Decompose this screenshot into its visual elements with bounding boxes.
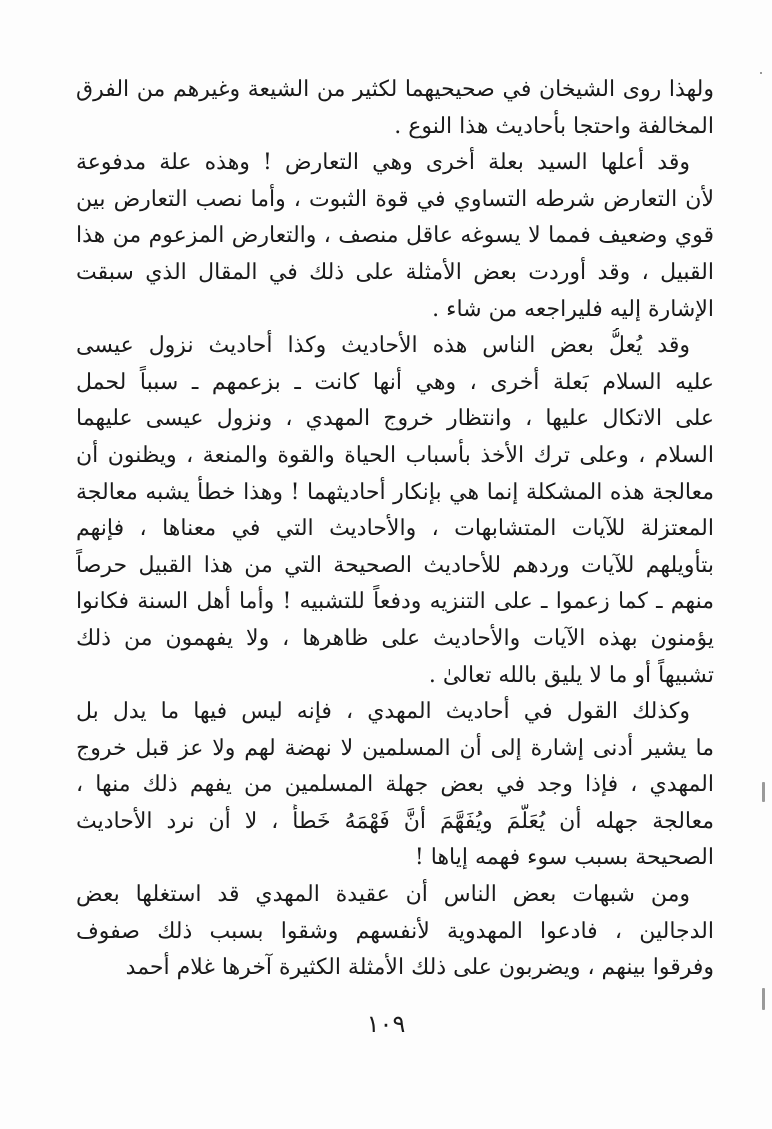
text-line: القبيل ، وقد أوردت بعض الأمثلة على ذلك في المقال الذي سبقت xyxy=(76,259,714,285)
text-line: الصحيحة بسبب سوء فهمه إياها ! xyxy=(414,845,714,871)
text-line: يؤمنون بهذه الآيات والأحاديث على ظاهرها ، ولا يفهمون من ذلك xyxy=(76,625,714,651)
scan-edge-mark xyxy=(762,988,765,1010)
text-line: وقد يُعلُّ بعض الناس هذه الأحاديث وكذا أحاديث نزول عيسى xyxy=(76,333,690,359)
paragraph xyxy=(76,72,714,145)
text-line: عليه السلام بَعلة أخرى ، وهي أنها كانت ـ بزعمهم ـ سبباً لحمل xyxy=(76,369,714,395)
text-line: وقد أعلها السيد بعلة أخرى وهي التعارض ! وهذه علة مدفوعة xyxy=(76,150,690,176)
page-number: ١٠٩ xyxy=(366,1010,406,1038)
text-line: الإشارة إليه فليراجعه من شاء . xyxy=(432,296,714,322)
paragraph xyxy=(76,145,714,328)
text-line: الدجالين ، فادعوا المهدوية لأنفسهم وشقوا بسبب ذلك صفوف xyxy=(76,918,714,944)
text-line: وفرقوا بينهم ، ويضربون على ذلك الأمثلة الكثيرة آخرها غلام أحمد xyxy=(125,955,714,981)
text-line: المخالفة واحتجا بأحاديث هذا النوع . xyxy=(394,113,714,139)
paragraph xyxy=(76,694,714,877)
text-line: بتأويلهم للآيات وردهم للأحاديث الصحيحة التي من هذا القبيل حرصاً xyxy=(76,552,714,578)
text-line: لأن التعارض شرطه التساوي في قوة الثبوت ، وأما نصب التعارض بين xyxy=(76,186,714,212)
text-line: وكذلك القول في أحاديث المهدي ، فإنه ليس فيها ما يدل بل xyxy=(76,699,690,725)
text-line: السلام ، وعلى ترك الأخذ بأسباب الحياة والقوة والمنعة ، ويظنون أن xyxy=(76,442,714,468)
text-line: تشبيهاً أو ما لا يليق بالله تعالىٰ . xyxy=(428,662,714,688)
paragraph xyxy=(76,877,714,987)
text-line: معالجة جهله أن يُعَلَّمَ ويُفَهَّمَ أنَّ فَهْمَهُ خَطأٌ ، لا أن نرد الأحاديث xyxy=(76,808,714,834)
text-line: على الاتكال عليها ، وانتظار خروج المهدي ، ونزول عيسى عليهما xyxy=(76,406,714,432)
text-line: قوي وضعيف فمما لا يسوغه عاقل منصف ، والتعارض المزعوم من هذا xyxy=(76,223,714,249)
paragraph xyxy=(76,328,714,694)
text-line: ما يشير أدنى إشارة إلى أن المسلمين لا نهضة لهم ولا عز قبل خروج xyxy=(76,735,714,761)
text-line: المهدي ، فإذا وجد في بعض جهلة المسلمين من يفهم ذلك منها ، xyxy=(76,772,714,798)
text-line: المعتزلة للآيات المتشابهات ، والأحاديث التي في معناها ، فإنهم xyxy=(76,516,714,542)
text-line: منهم ـ كما زعموا ـ على التنزيه ودفعاً للتشبيه ! وأما أهل السنة فكانوا xyxy=(76,589,714,615)
scan-edge-mark xyxy=(762,782,765,802)
text-line: معالجة هذه المشكلة إنما هي بإنكار أحاديثهما ! وهذا خطأ يشبه معالجة xyxy=(76,479,714,505)
body-text xyxy=(76,72,714,987)
text-line: ولهذا روى الشيخان في صحيحيهما لكثير من الشيعة وغيرهم من الفرق xyxy=(76,77,714,102)
scan-speck xyxy=(760,72,762,74)
text-line: ومن شبهات بعض الناس أن عقيدة المهدي قد استغلها بعض xyxy=(76,882,690,908)
